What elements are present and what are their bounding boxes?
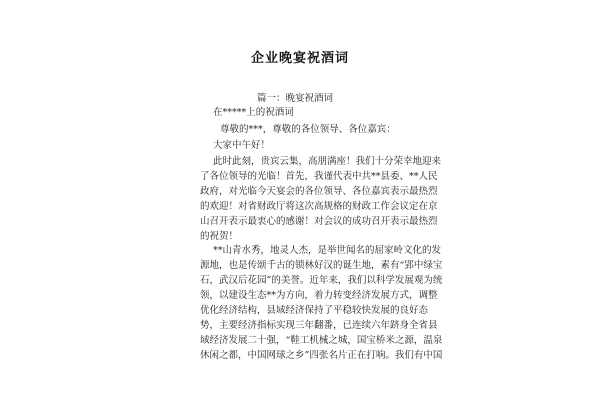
paragraph-line: 政府，对光临今天宴会的各位领导、各位嘉宾表示最热烈	[200, 186, 438, 197]
paragraph-line: 的祝贺！	[200, 231, 239, 242]
paragraph-line: 休闲之都，中国网球之乡”四张名片正在打响。我们有中国	[200, 350, 443, 361]
paragraph-line: 大家中午好！	[213, 140, 271, 151]
paragraph-line: 域经济发展二十强，“鞋工机械之城，国宝桥米之源，温泉	[200, 335, 443, 346]
paragraph-line: 山召开表示最衷心的感谢！对会议的成功召开表示最热烈	[200, 216, 438, 227]
paragraph-line: 优化经济结构，县域经济保持了平稳较快发展的良好态	[200, 305, 429, 316]
paragraph-line: 源地，也是传颂千古的锁林好汉的诞生地，素有“郢中绿宝	[200, 260, 443, 271]
paragraph-line: 尊敬的***，尊敬的各位领导、各位嘉宾：	[220, 124, 396, 135]
paragraph-line: 了各位领导的光临！首先，我谨代表中共**县委、**人民	[200, 171, 438, 182]
paragraph-line: 在*****上的祝酒词	[213, 107, 294, 118]
paragraph-line: 石，武汉后花园”的美誉。近年来，我们以科学发展观为统	[200, 275, 443, 286]
paragraph-line: 势，主要经济指标实现三年翻番，已连续六年跻身全省县	[200, 320, 438, 331]
paragraph-line: 领，以建设生态**为方向，着力转变经济发展方式，调整	[200, 290, 438, 301]
paragraph-line: **山青水秀，地灵人杰，是举世闻名的屈家岭文化的发	[213, 245, 442, 256]
subtitle: 篇一：晚宴祝酒词	[257, 93, 334, 104]
paragraph-line: 的欢迎！对省财政厅将这次高规格的财政工作会议定在京	[200, 201, 438, 212]
paragraph-line: 此时此刻，贵宾云集，高朋满座！我们十分荣幸地迎来	[213, 156, 442, 167]
document-title: 企业晚宴祝酒词	[250, 51, 349, 66]
